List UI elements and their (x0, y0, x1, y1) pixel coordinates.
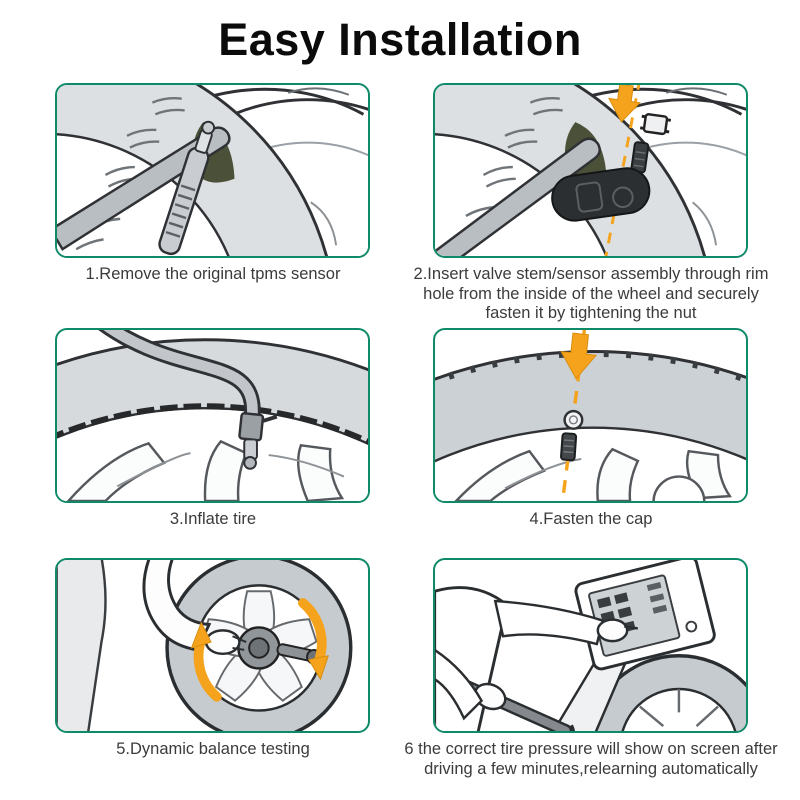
step-1-panel (55, 83, 370, 258)
step-5-caption: 5.Dynamic balance testing (116, 740, 310, 758)
fasten-cap-illustration (435, 330, 746, 501)
step-3-panel (55, 328, 370, 503)
valve-cap (565, 411, 583, 429)
step-2 (413, 83, 769, 324)
inflate-tire-illustration (57, 330, 368, 501)
valve-stem (561, 433, 576, 460)
insert-valve-stem-illustration (435, 85, 746, 256)
machine-edge (57, 560, 106, 731)
step-2-panel (433, 83, 748, 258)
step-1 (55, 83, 370, 285)
remove-tpms-sensor-illustration (57, 85, 368, 256)
step-5 (55, 558, 370, 760)
step-1-caption: 1.Remove the original tpms sensor (85, 265, 341, 283)
step-6-caption: 6 the correct tire pressure will show on screen after driving a few minutes,relearning automatically (404, 740, 778, 778)
pressure-screen-illustration (435, 560, 746, 731)
step-6 (404, 558, 778, 779)
tire-valve (244, 439, 257, 459)
step-3-caption: 3.Inflate tire (169, 510, 257, 528)
balance-testing-illustration (57, 560, 368, 731)
valve-nut (640, 113, 671, 134)
step-4-panel (433, 328, 748, 503)
valve-stem (631, 142, 649, 173)
step-2-caption: 2.Insert valve stem/sensor assembly through rim hole from the inside of the wheel and securely fasten it by tightening the nut (413, 265, 769, 322)
page-title: Easy Installation (218, 14, 582, 65)
step-6-panel (433, 558, 748, 733)
step-4-caption: 4.Fasten the cap (529, 510, 653, 528)
step-5-panel (55, 558, 370, 733)
display-console (574, 560, 716, 671)
step-4 (433, 328, 748, 530)
step-3 (55, 328, 370, 530)
